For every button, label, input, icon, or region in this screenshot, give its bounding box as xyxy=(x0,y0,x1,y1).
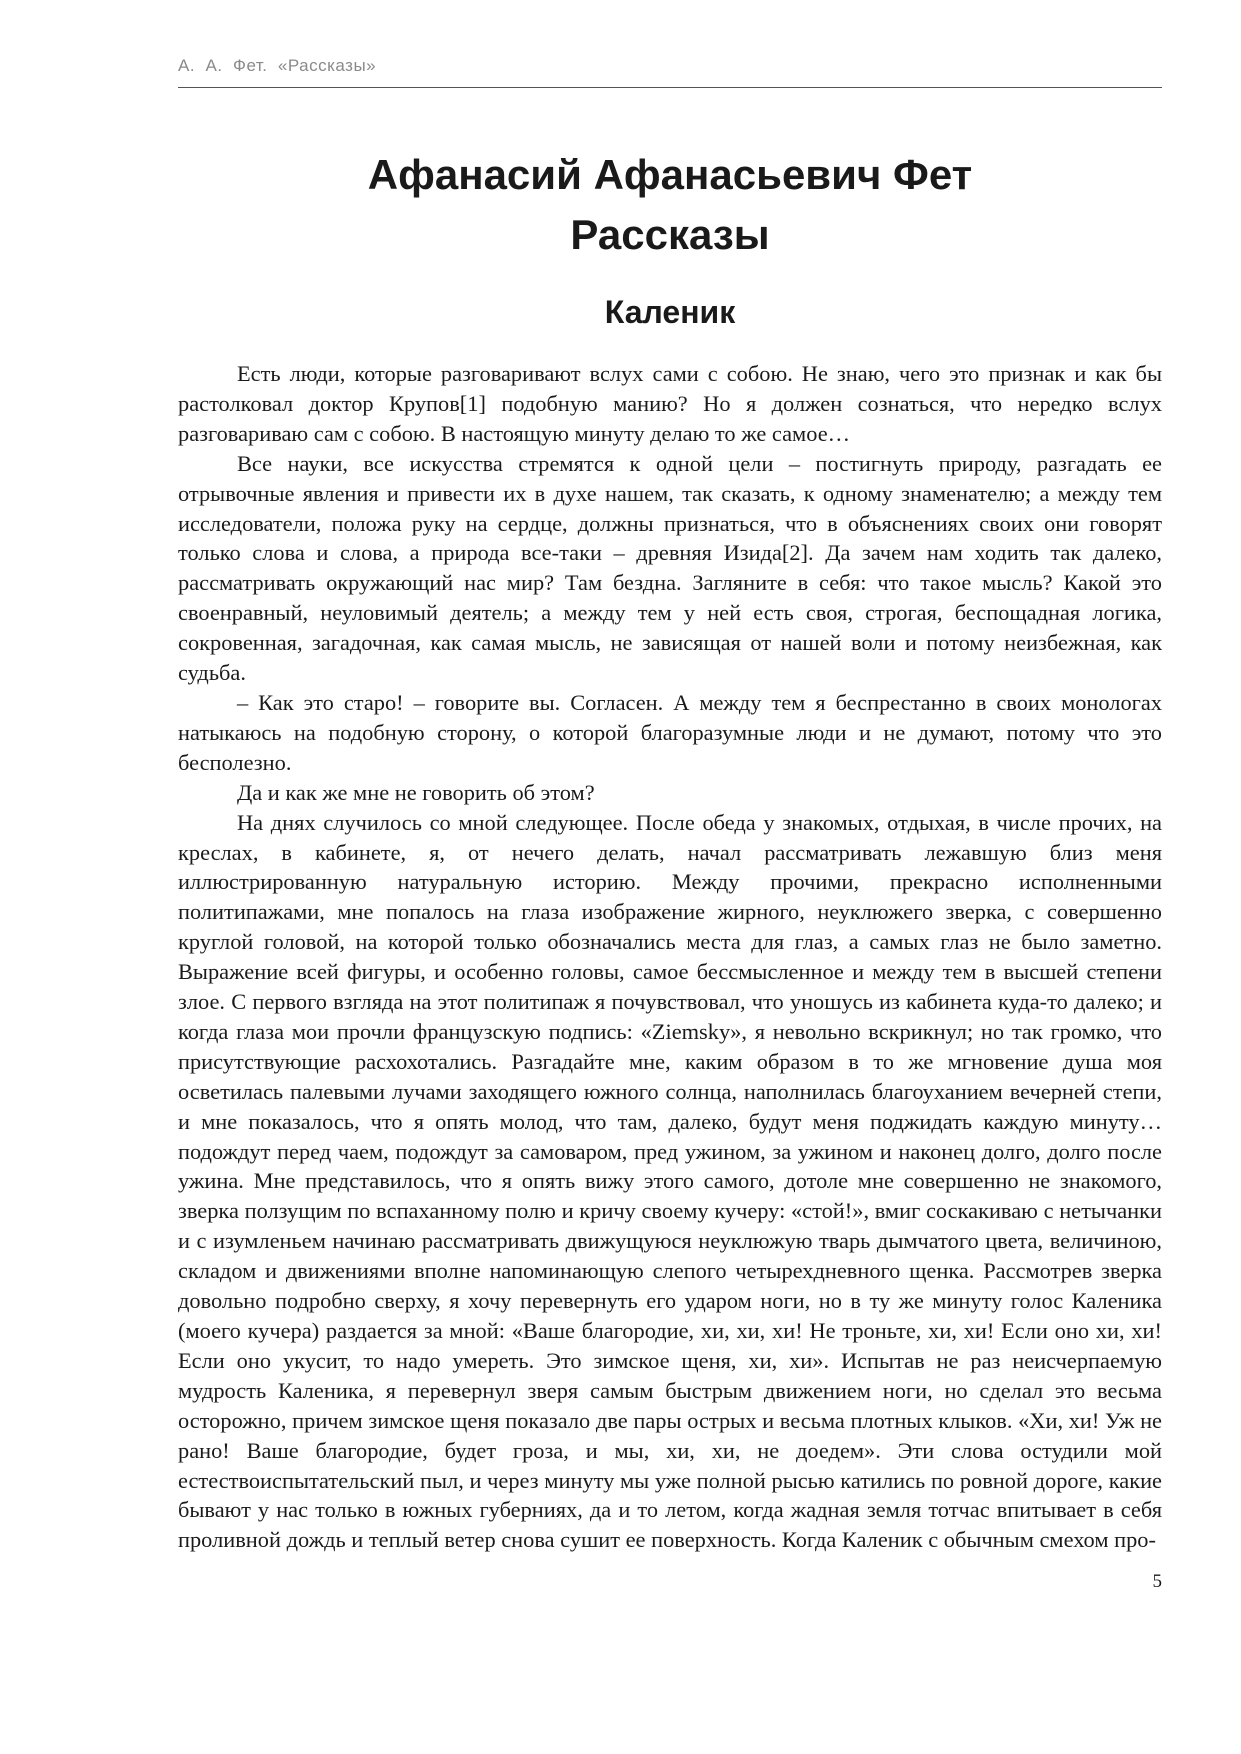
paragraph: На днях случилось со мной следующее. После обеда у знакомых, отдыхая, в числе прочих, на креслах, в кабинете, я, от нечего делать, начал рассматривать лежавшую близ меня иллюстрированную натуральную историю. Между прочими, прекрасно исполненными политипажами, мне попалось на глаза изображение жирного, неуклюжего зверка, с совершенно круглой головой, на которой только обозначались места для глаз, а самых глаз не было заметно. Выражение всей фигуры, и особенно головы, самое бессмысленное и между тем в высшей степени злое. С первого взгляда на этот политипаж я почувствовал, что уношусь из кабинета куда-то далеко; и когда глаза мои прочли французскую подпись: «Ziemsky», я невольно вскрикнул; но так громко, что присутствующие расхохотались. Разгадайте мне, каким образом в то же мгновение душа моя осветилась палевыми лучами заходящего южного солнца, наполнилась благоуханием вечерней степи, и мне показалось, что я опять молод, что там, далеко, будут меня поджидать каждую минуту… подождут перед чаем, подождут за самоваром, пред ужином, за ужином и наконец долго, долго после ужина. Мне представилось, что я опять вижу этого самого, дотоле мне совершенно не знакомого, зверка ползущим по вспаханному полю и кричу своему кучеру: «стой!», вмиг соскакиваю с нетычанки и с изумленьем начинаю рассматривать движущуюся неуклюжую тварь дымчатого цвета, величиною, складом и движениями вполне напоминающую слепого четырехдневного щенка. Рассмотрев зверка довольно подробно сверху, я хочу перевернуть его ударом ноги, но в ту же минуту голос Каленика (моего кучера) раздается за мной: «Ваше благородие, хи, хи, хи! Не троньте, хи, хи! Если оно хи, хи! Если оно укусит, то надо умереть. Это зимское щеня, хи, хи». Испытав не раз неисчерпаемую мудрость Каленика, я перевернул зверя самым быстрым движением ноги, но сделал это весьма осторожно, причем зимское щеня показало две пары острых и весьма плотных клыков. «Хи, хи! Уж не рано! Ваше благородие, будет гроза, и мы, хи, хи, не доедем». Эти слова остудили мой естествоиспытательский пыл, и через минуту мы уже полной рысью катились по ровной дороге, какие бывают у нас только в южных губерниях, да и то летом, когда жадная земля тотчас впитывает в себя проливной дождь и теплый ветер снова сушит ее поверхность. Когда Каленик с обычным смехом про- xyxy=(178,809,1162,1553)
book-title-author: Афанасий Афанасьевич Фет xyxy=(367,151,973,198)
page-number: 5 xyxy=(1152,1571,1162,1592)
paragraph: Да и как же мне не говорить об этом? xyxy=(237,779,595,805)
chapter-title: Каленик xyxy=(604,294,736,330)
header-rule xyxy=(178,87,1162,88)
book-title xyxy=(178,145,1162,265)
book-title-work: Рассказы xyxy=(570,211,770,258)
paragraph: Все науки, все искусства стремятся к одной цели – постигнуть природу, разгадать ее отрывочные явления и привести их в духе нашем, так сказать, к одному знаменателю; а между тем исследователи, положа руку на сердце, должны признаться, что в объяснениях своих они говорят только слова и слова, а природа все-таки – древняя Изида[2]. Да зачем нам ходить так далеко, рассматривать окружающий нас мир? Там бездна. Загляните в себя: что такое мысль? Какой это своенравный, неуловимый деятель; а между тем у ней есть своя, строгая, беспощадная логика, сокровенная, загадочная, как самая мысль, не зависящая от нашей воли и потому неизбежная, как судьба. xyxy=(178,450,1162,686)
paragraph: – Как это старо! – говорите вы. Согласен. А между тем я беспрестанно в своих монологах натыкаюсь на подобную сторону, о которой благоразумные люди и не думают, потому что это бесполезно. xyxy=(178,689,1162,775)
body-text xyxy=(178,359,1162,1555)
paragraph: Есть люди, которые разговаривают вслух сами с собою. Не знаю, чего это признак и как бы растолковал доктор Крупов[1] подобную манию? Но я должен сознаться, что нередко вслух разговариваю сам с собою. В настоящую минуту делаю то же самое… xyxy=(178,361,1162,446)
running-header: А. А. Фет. «Рассказы» xyxy=(178,56,377,75)
